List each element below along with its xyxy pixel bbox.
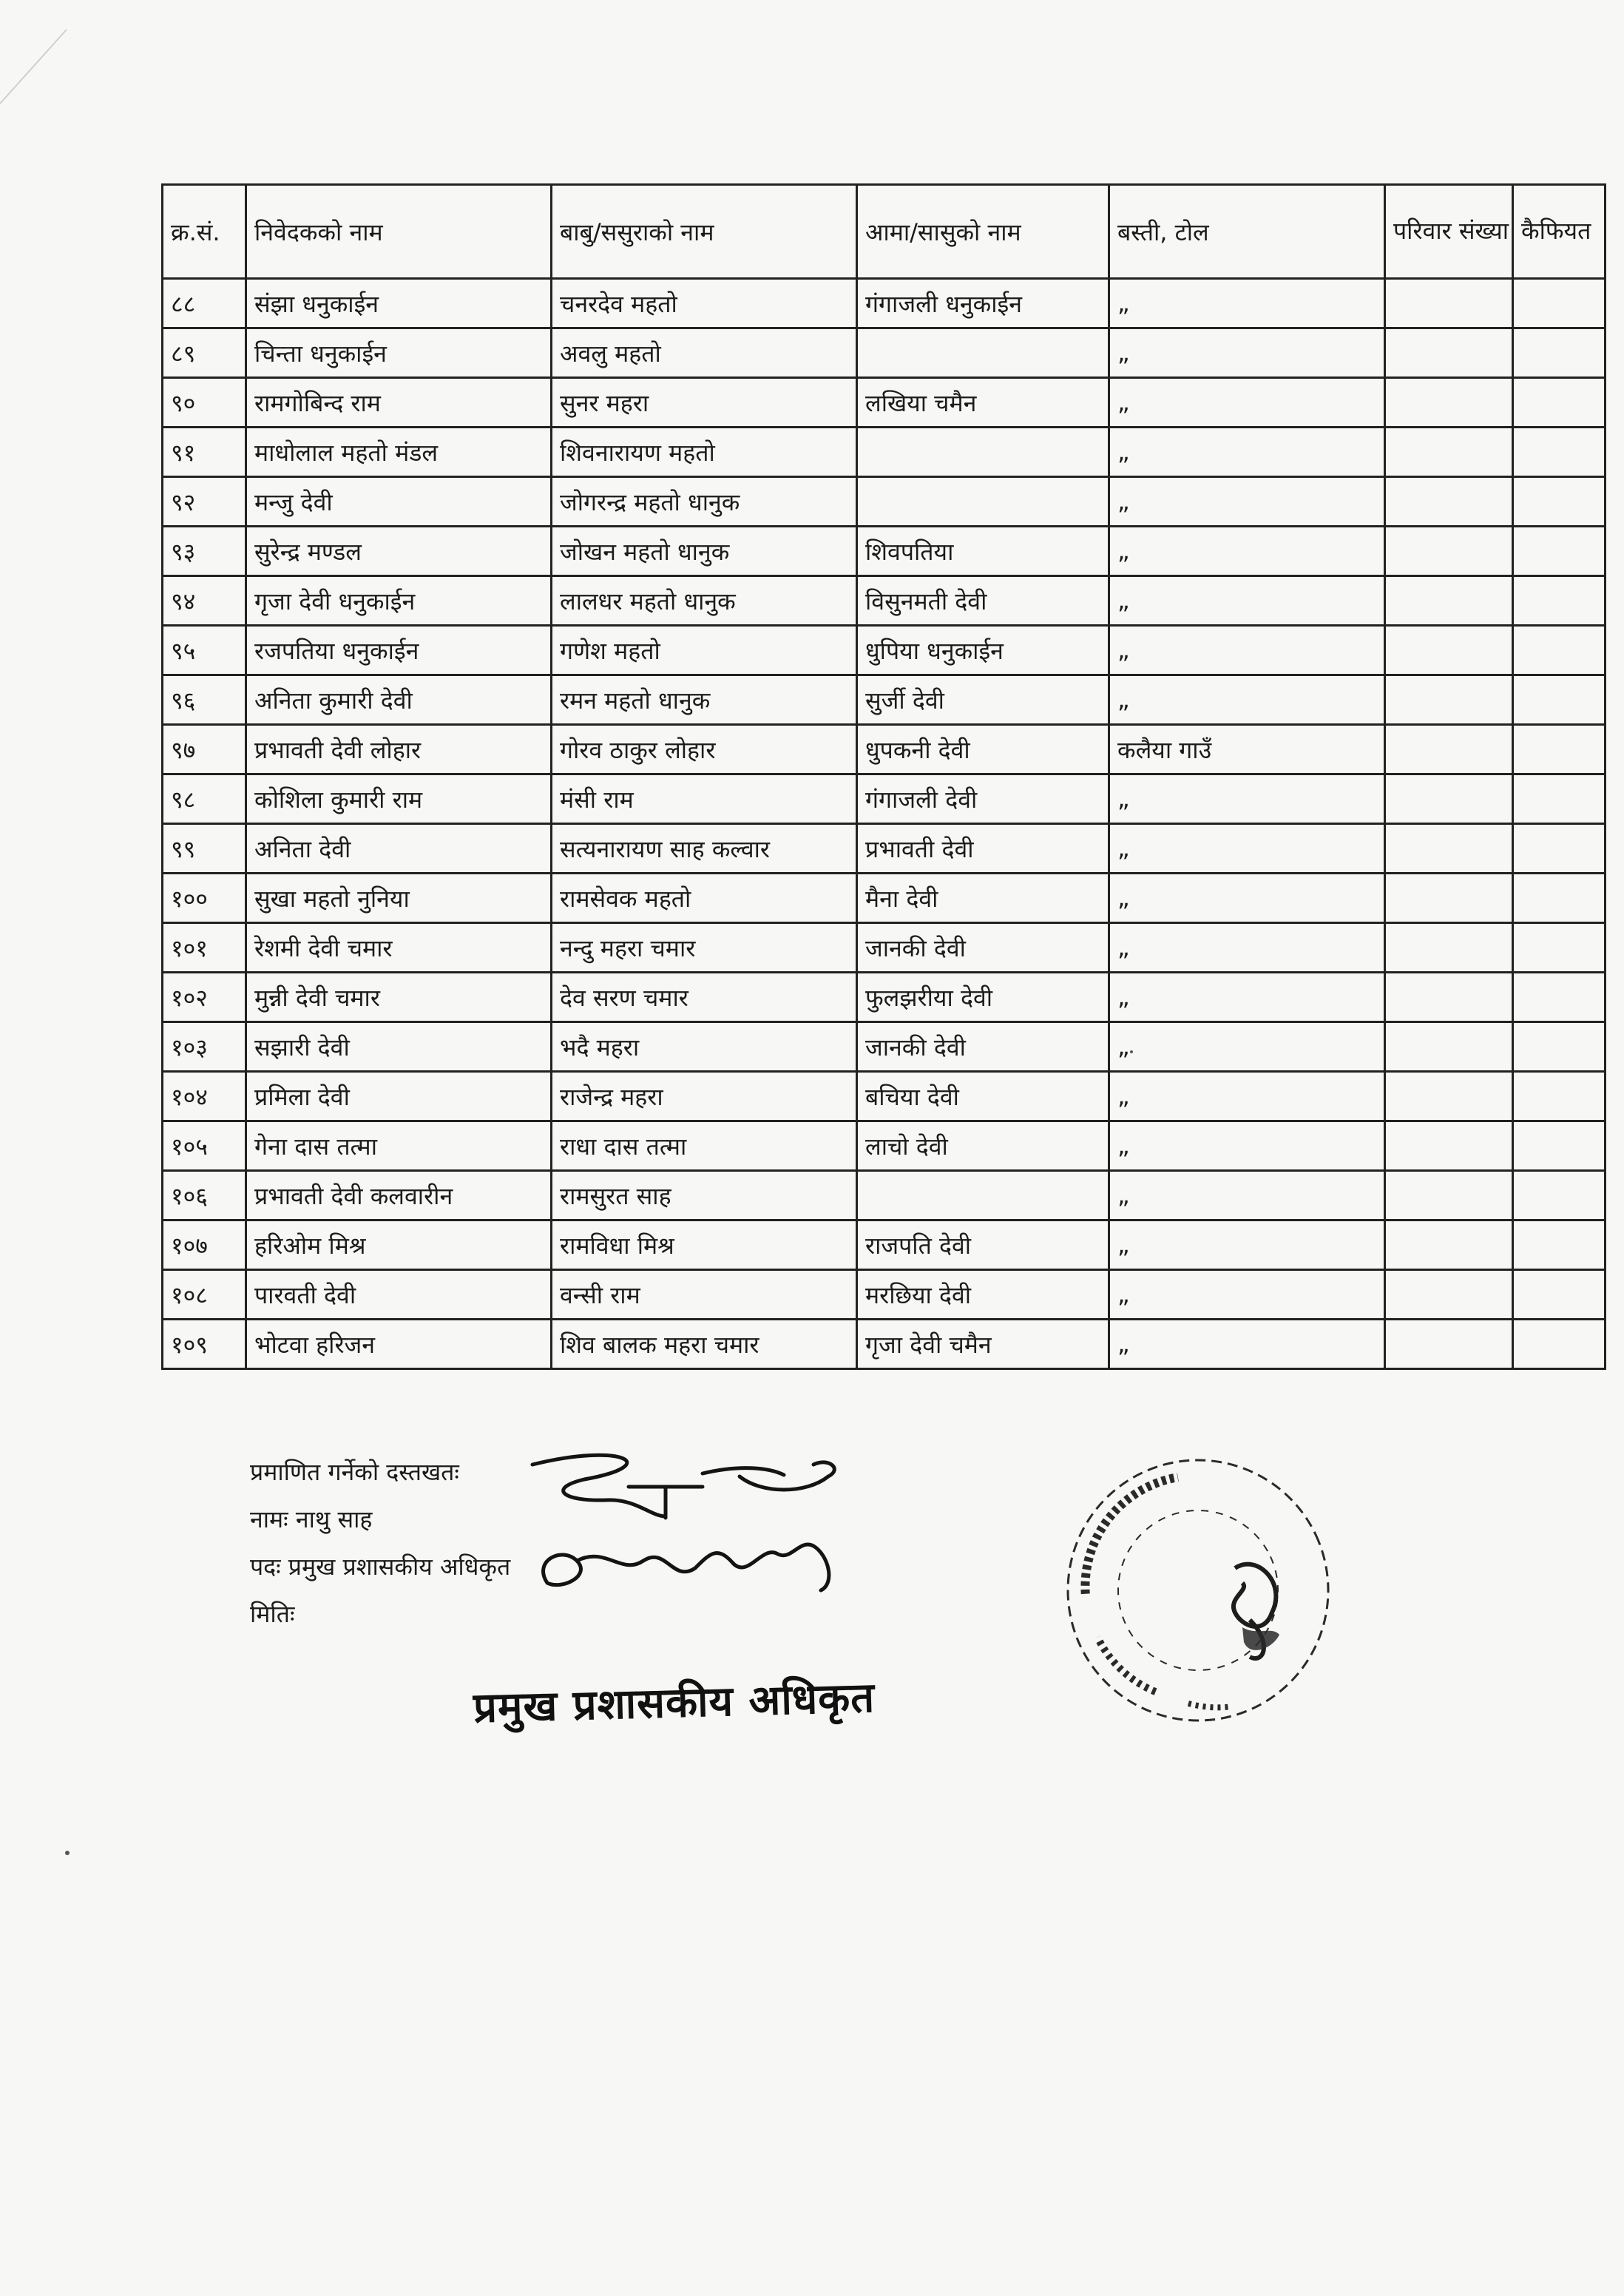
table-row bbox=[163, 576, 1606, 626]
cell-father-name: रमन महतो धानुक bbox=[552, 675, 857, 725]
designation-stamp: प्रमुख प्रशासकीय अधिकृत bbox=[473, 1673, 876, 1733]
cell-tole: „ bbox=[1109, 973, 1385, 1022]
cell-tole: „ bbox=[1109, 576, 1385, 626]
cell-applicant-name: गृजा देवी धनुकाईन bbox=[246, 576, 552, 626]
cell-father-name: गणेश महतो bbox=[552, 626, 857, 675]
table-row bbox=[163, 1121, 1606, 1171]
cell-serial-number: १०७ bbox=[163, 1220, 246, 1270]
cell-tole: „ bbox=[1109, 1320, 1385, 1369]
cell-mother-name: मैना देवी bbox=[857, 874, 1109, 923]
cell-serial-number: १०५ bbox=[163, 1121, 246, 1171]
table-row bbox=[163, 328, 1606, 378]
cell-mother-name: लखिया चमैन bbox=[857, 378, 1109, 428]
cell-family-count bbox=[1385, 874, 1513, 923]
cell-remarks bbox=[1513, 1320, 1606, 1369]
cell-tole: „ bbox=[1109, 428, 1385, 477]
cell-serial-number: ९९ bbox=[163, 824, 246, 874]
cell-mother-name: गृजा देवी चमैन bbox=[857, 1320, 1109, 1369]
cell-serial-number: ९३ bbox=[163, 527, 246, 576]
cell-father-name: भदै महरा bbox=[552, 1022, 857, 1072]
cell-tole: „ bbox=[1109, 923, 1385, 973]
cell-applicant-name: रेशमी देवी चमार bbox=[246, 923, 552, 973]
table-row bbox=[163, 477, 1606, 527]
table-row bbox=[163, 279, 1606, 328]
cell-serial-number: ८८ bbox=[163, 279, 246, 328]
cell-mother-name: धुपकनी देवी bbox=[857, 725, 1109, 774]
cell-mother-name: जानकी देवी bbox=[857, 923, 1109, 973]
cell-family-count bbox=[1385, 1270, 1513, 1320]
cell-serial-number: ९५ bbox=[163, 626, 246, 675]
cell-father-name: रामसेवक महतो bbox=[552, 874, 857, 923]
cell-mother-name: सुर्जी देवी bbox=[857, 675, 1109, 725]
cell-father-name: रामसुरत साह bbox=[552, 1171, 857, 1220]
cell-family-count bbox=[1385, 1171, 1513, 1220]
table-row bbox=[163, 1171, 1606, 1220]
cell-serial-number: १०४ bbox=[163, 1072, 246, 1121]
cell-serial-number: १०३ bbox=[163, 1022, 246, 1072]
cell-serial-number: १०८ bbox=[163, 1270, 246, 1320]
table-row bbox=[163, 626, 1606, 675]
table-row bbox=[163, 675, 1606, 725]
cell-family-count bbox=[1385, 527, 1513, 576]
cell-mother-name: धुपिया धनुकाईन bbox=[857, 626, 1109, 675]
table-row bbox=[163, 774, 1606, 824]
table-row bbox=[163, 923, 1606, 973]
cell-remarks bbox=[1513, 725, 1606, 774]
applicant-register-table bbox=[161, 183, 1606, 1370]
cell-remarks bbox=[1513, 576, 1606, 626]
cell-applicant-name: माधोलाल महतो मंडल bbox=[246, 428, 552, 477]
header-serial-number: क्र.सं. bbox=[163, 185, 246, 279]
cell-father-name: शिव बालक महरा चमार bbox=[552, 1320, 857, 1369]
cell-mother-name: शिवपतिया bbox=[857, 527, 1109, 576]
cell-father-name: अवलु महतो bbox=[552, 328, 857, 378]
cell-remarks bbox=[1513, 477, 1606, 527]
cell-applicant-name: प्रभावती देवी लोहार bbox=[246, 725, 552, 774]
table-row bbox=[163, 1320, 1606, 1369]
cell-remarks bbox=[1513, 428, 1606, 477]
cell-tole: „ bbox=[1109, 626, 1385, 675]
cell-tole: „ bbox=[1109, 675, 1385, 725]
cell-family-count bbox=[1385, 973, 1513, 1022]
cell-remarks bbox=[1513, 774, 1606, 824]
cell-father-name: राधा दास तत्मा bbox=[552, 1121, 857, 1171]
cell-remarks bbox=[1513, 626, 1606, 675]
cell-applicant-name: सझारी देवी bbox=[246, 1022, 552, 1072]
cell-tole: „ bbox=[1109, 874, 1385, 923]
cell-family-count bbox=[1385, 725, 1513, 774]
cell-serial-number: ८९ bbox=[163, 328, 246, 378]
cell-tole: „ bbox=[1109, 1072, 1385, 1121]
page-crease-mark bbox=[0, 0, 118, 118]
certification-block bbox=[250, 1448, 510, 1638]
table-row bbox=[163, 874, 1606, 923]
cell-applicant-name: सुरेन्द्र मण्डल bbox=[246, 527, 552, 576]
cell-tole: „ bbox=[1109, 477, 1385, 527]
cell-mother-name bbox=[857, 1171, 1109, 1220]
cell-tole: „ bbox=[1109, 824, 1385, 874]
cell-applicant-name: गेना दास तत्मा bbox=[246, 1121, 552, 1171]
header-family-count: परिवार संख्या bbox=[1385, 185, 1513, 279]
cell-remarks bbox=[1513, 1220, 1606, 1270]
cell-tole: „ bbox=[1109, 527, 1385, 576]
cell-serial-number: १०२ bbox=[163, 973, 246, 1022]
certified-by-label: प्रमाणित गर्नेको दस्तखतः bbox=[250, 1458, 459, 1486]
cell-remarks bbox=[1513, 279, 1606, 328]
cell-applicant-name: सुखा महतो नुनिया bbox=[246, 874, 552, 923]
table-row bbox=[163, 1072, 1606, 1121]
cell-serial-number: ९६ bbox=[163, 675, 246, 725]
cell-father-name: देव सरण चमार bbox=[552, 973, 857, 1022]
cell-applicant-name: हरिओम मिश्र bbox=[246, 1220, 552, 1270]
cell-father-name: चनरदेव महतो bbox=[552, 279, 857, 328]
cell-mother-name: गंगाजली देवी bbox=[857, 774, 1109, 824]
cell-family-count bbox=[1385, 1022, 1513, 1072]
cell-remarks bbox=[1513, 1072, 1606, 1121]
cell-father-name: रामविधा मिश्र bbox=[552, 1220, 857, 1270]
cell-family-count bbox=[1385, 774, 1513, 824]
cell-applicant-name: संझा धनुकाईन bbox=[246, 279, 552, 328]
cell-father-name: सत्यनारायण साह कल्वार bbox=[552, 824, 857, 874]
cell-tole: कलैया गाउँ bbox=[1109, 725, 1385, 774]
cell-tole: „ bbox=[1109, 328, 1385, 378]
cell-remarks bbox=[1513, 874, 1606, 923]
cell-father-name: वन्सी राम bbox=[552, 1270, 857, 1320]
table-body bbox=[163, 279, 1606, 1369]
cell-mother-name: बचिया देवी bbox=[857, 1072, 1109, 1121]
header-tole: बस्ती, टोल bbox=[1109, 185, 1385, 279]
cell-mother-name bbox=[857, 428, 1109, 477]
speck bbox=[65, 1851, 70, 1855]
cell-serial-number: १०९ bbox=[163, 1320, 246, 1369]
cell-applicant-name: प्रभावती देवी कलवारीन bbox=[246, 1171, 552, 1220]
cell-remarks bbox=[1513, 1022, 1606, 1072]
table-row bbox=[163, 1220, 1606, 1270]
cell-applicant-name: रजपतिया धनुकाईन bbox=[246, 626, 552, 675]
cell-mother-name: गंगाजली धनुकाईन bbox=[857, 279, 1109, 328]
cell-mother-name: लाचो देवी bbox=[857, 1121, 1109, 1171]
cell-mother-name: राजपति देवी bbox=[857, 1220, 1109, 1270]
cell-family-count bbox=[1385, 1220, 1513, 1270]
header-father-name: बाबु/ससुराको नाम bbox=[552, 185, 857, 279]
cell-applicant-name: प्रमिला देवी bbox=[246, 1072, 552, 1121]
cell-applicant-name: भोटवा हरिजन bbox=[246, 1320, 552, 1369]
cell-serial-number: १०१ bbox=[163, 923, 246, 973]
cell-tole: „ bbox=[1109, 1270, 1385, 1320]
cell-mother-name bbox=[857, 328, 1109, 378]
cell-father-name: मंसी राम bbox=[552, 774, 857, 824]
cell-family-count bbox=[1385, 428, 1513, 477]
cell-serial-number: ९४ bbox=[163, 576, 246, 626]
cell-applicant-name: अनिता देवी bbox=[246, 824, 552, 874]
cell-tole: „ bbox=[1109, 279, 1385, 328]
cell-serial-number: ९८ bbox=[163, 774, 246, 824]
cell-serial-number: १०० bbox=[163, 874, 246, 923]
table-row bbox=[163, 1022, 1606, 1072]
cell-applicant-name: मन्जु देवी bbox=[246, 477, 552, 527]
cell-remarks bbox=[1513, 378, 1606, 428]
cell-serial-number: ९१ bbox=[163, 428, 246, 477]
cell-tole: „ bbox=[1109, 1022, 1385, 1072]
cell-tole: „ bbox=[1109, 1171, 1385, 1220]
cell-remarks bbox=[1513, 824, 1606, 874]
cell-family-count bbox=[1385, 824, 1513, 874]
cell-father-name: राजेन्द्र महरा bbox=[552, 1072, 857, 1121]
cell-applicant-name: कोशिला कुमारी राम bbox=[246, 774, 552, 824]
cell-tole: „ bbox=[1109, 378, 1385, 428]
speck bbox=[1130, 1050, 1133, 1053]
cell-remarks bbox=[1513, 1121, 1606, 1171]
cell-remarks bbox=[1513, 923, 1606, 973]
header-applicant-name: निवेदकको नाम bbox=[246, 185, 552, 279]
officer-post: पदः प्रमुख प्रशासकीय अधिकृत bbox=[250, 1553, 511, 1581]
cell-family-count bbox=[1385, 477, 1513, 527]
table-row bbox=[163, 428, 1606, 477]
cell-applicant-name: अनिता कुमारी देवी bbox=[246, 675, 552, 725]
cell-tole: „ bbox=[1109, 774, 1385, 824]
officer-name: नामः नाथु साह bbox=[250, 1505, 373, 1533]
cell-serial-number: १०६ bbox=[163, 1171, 246, 1220]
cell-applicant-name: मुन्नी देवी चमार bbox=[246, 973, 552, 1022]
cell-family-count bbox=[1385, 576, 1513, 626]
cell-mother-name bbox=[857, 477, 1109, 527]
table-header-row bbox=[163, 185, 1606, 279]
cell-father-name: गोरव ठाकुर लोहार bbox=[552, 725, 857, 774]
cell-serial-number: ९० bbox=[163, 378, 246, 428]
cell-mother-name: विसुनमती देवी bbox=[857, 576, 1109, 626]
cell-mother-name: मरछिया देवी bbox=[857, 1270, 1109, 1320]
table-row bbox=[163, 527, 1606, 576]
cell-family-count bbox=[1385, 626, 1513, 675]
cell-family-count bbox=[1385, 1320, 1513, 1369]
cell-father-name: सुनर महरा bbox=[552, 378, 857, 428]
table-row bbox=[163, 378, 1606, 428]
cell-father-name: नन्दु महरा चमार bbox=[552, 923, 857, 973]
date-label: मितिः bbox=[250, 1600, 295, 1628]
table-row bbox=[163, 824, 1606, 874]
cell-applicant-name: चिन्ता धनुकाईन bbox=[246, 328, 552, 378]
table-row bbox=[163, 1270, 1606, 1320]
cell-remarks bbox=[1513, 527, 1606, 576]
cell-applicant-name: रामगोबिन्द राम bbox=[246, 378, 552, 428]
header-mother-name: आमा/सासुको नाम bbox=[857, 185, 1109, 279]
header-remarks: कैफियत bbox=[1513, 185, 1606, 279]
cell-tole: „ bbox=[1109, 1121, 1385, 1171]
cell-father-name: शिवनारायण महतो bbox=[552, 428, 857, 477]
cell-remarks bbox=[1513, 1270, 1606, 1320]
cell-remarks bbox=[1513, 973, 1606, 1022]
cell-family-count bbox=[1385, 1072, 1513, 1121]
cell-remarks bbox=[1513, 1171, 1606, 1220]
cell-family-count bbox=[1385, 1121, 1513, 1171]
cell-tole: „ bbox=[1109, 1220, 1385, 1270]
cell-father-name: जोगरन्द्र महतो धानुक bbox=[552, 477, 857, 527]
cell-applicant-name: पारवती देवी bbox=[246, 1270, 552, 1320]
cell-family-count bbox=[1385, 279, 1513, 328]
cell-remarks bbox=[1513, 328, 1606, 378]
cell-family-count bbox=[1385, 328, 1513, 378]
cell-family-count bbox=[1385, 378, 1513, 428]
cell-serial-number: ९२ bbox=[163, 477, 246, 527]
office-seal bbox=[1050, 1442, 1346, 1738]
cell-father-name: लालधर महतो धानुक bbox=[552, 576, 857, 626]
cell-mother-name: फुलझरीया देवी bbox=[857, 973, 1109, 1022]
cell-remarks bbox=[1513, 675, 1606, 725]
table-row bbox=[163, 725, 1606, 774]
cell-mother-name: जानकी देवी bbox=[857, 1022, 1109, 1072]
cell-father-name: जोखन महतो धानुक bbox=[552, 527, 857, 576]
cell-mother-name: प्रभावती देवी bbox=[857, 824, 1109, 874]
cell-family-count bbox=[1385, 675, 1513, 725]
cell-serial-number: ९७ bbox=[163, 725, 246, 774]
handwritten-signature bbox=[518, 1435, 902, 1613]
cell-family-count bbox=[1385, 923, 1513, 973]
table-row bbox=[163, 973, 1606, 1022]
